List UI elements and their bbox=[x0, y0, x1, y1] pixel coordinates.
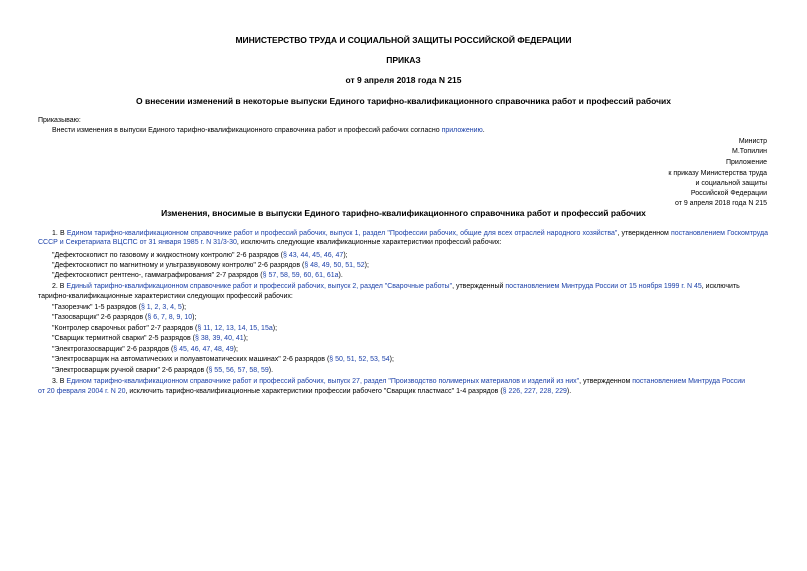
paragraph-link[interactable]: § 50, 51, 52, 53, 54 bbox=[329, 356, 390, 363]
item-1-prefix: 1. В bbox=[52, 230, 67, 237]
list-item: "Электрогазосварщик" 2-6 разрядов (§ 45, 46, 47, 48, 49); bbox=[52, 346, 238, 353]
item-3-link-resolution-a[interactable]: постановлением Минтруда России bbox=[632, 378, 746, 385]
annex-title: Изменения, вносимые в выпуски Единого тарифно-квалификационного справочника работ и профессий рабочих bbox=[161, 208, 646, 218]
paragraph-link[interactable]: § 48, 49, 50, 51, 52 bbox=[304, 262, 365, 269]
list-item: "Дефектоскопист рентгено-, гаммаграфирования" 2-7 разрядов (§ 57, 58, 59, 60, 61, 61а). bbox=[52, 272, 343, 279]
item-3-line-1 bbox=[52, 377, 745, 386]
item-3-line-2 bbox=[38, 387, 571, 396]
item-3-suffix: , исключить тарифно-квалификационные характеристики профессии рабочего "Сварщик пластмасс" 1-4 разрядов ( bbox=[125, 388, 503, 395]
list-item: "Электросварщик на автоматических и полуавтоматических машинах" 2-6 разрядов (§ 50, 51, 52, 53, 54); bbox=[52, 356, 394, 363]
list-item: "Газорезчик" 1-5 разрядов (§ 1, 2, 3, 4, 5); bbox=[52, 304, 187, 311]
item-1-link-catalog[interactable]: Едином тарифно-квалификационном справочнике работ и профессий рабочих, выпуск 1, раздел "Профессии рабочих, общие для всех отраслей народного хозяйства" bbox=[66, 230, 618, 237]
paragraph-link[interactable]: § 55, 56, 57, 58, 59 bbox=[208, 367, 269, 374]
item-1-suffix: , исключить следующие квалификационные характеристики профессий рабочих: bbox=[236, 239, 502, 247]
item-2-link-catalog[interactable]: Единый тарифно-квалификационном справочнике работ и профессий рабочих, выпуск 2, раздел "Сварочные работы" bbox=[66, 283, 453, 290]
order-text-after: . bbox=[482, 127, 485, 134]
paragraph-link[interactable]: § 11, 12, 13, 14, 15, 15а bbox=[197, 325, 273, 332]
paragraph-link[interactable]: § 43, 44, 45, 46, 47 bbox=[282, 252, 344, 259]
annex-link[interactable]: приложению bbox=[441, 127, 483, 134]
order-text bbox=[52, 126, 485, 135]
item-2-line-2: тарифно-квалификационные характеристики следующих профессий рабочих: bbox=[38, 293, 293, 300]
annex-ref-line-4: от 9 апреля 2018 года N 215 bbox=[674, 200, 767, 207]
item-1-link-resolution[interactable]: постановлением Госкомтруда СССР и Секретариата ВЦСПС от 31 января 1985 г. N 31/3-30 bbox=[38, 230, 768, 247]
item-1-paragraph bbox=[38, 229, 768, 247]
list-item: "Электросварщик ручной сварки" 2-6 разрядов (§ 55, 56, 57, 58, 59). bbox=[52, 367, 274, 374]
annex-ref-line-3: Российской Федерации bbox=[690, 190, 767, 197]
item-1-mid: , утвержденном bbox=[617, 230, 671, 237]
paragraph-link[interactable]: § 226, 227, 228, 229 bbox=[502, 388, 567, 395]
ministry-heading: МИНИСТЕРСТВО ТРУДА И СОЦИАЛЬНОЙ ЗАЩИТЫ РОССИЙСКОЙ ФЕДЕРАЦИИ bbox=[235, 35, 572, 45]
subject-heading: О внесении изменений в некоторые выпуски Единого тарифно-квалификационного справочника работ и профессий рабочих bbox=[136, 96, 671, 106]
prikazyvayu-label: Приказываю: bbox=[38, 117, 81, 124]
list-item: "Дефектоскопист по газовому и жидкостному контролю" 2-6 разрядов (§ 43, 44, 45, 46, 47); bbox=[52, 252, 348, 259]
list-item: "Сварщик термитной сварки" 2-5 разрядов (§ 38, 39, 40, 41); bbox=[52, 335, 248, 342]
item-2-mid: , утвержденный bbox=[452, 283, 506, 290]
item-3-link-resolution-b[interactable]: от 20 февраля 2004 г. N 20 bbox=[38, 388, 126, 395]
item-2-prefix: 2. В bbox=[52, 283, 67, 290]
item-3-prefix: 3. В bbox=[52, 378, 67, 385]
doc-type-heading: ПРИКАЗ bbox=[386, 55, 421, 65]
annex-ref-line-1: к приказу Министерства труда bbox=[668, 170, 767, 177]
paragraph-link[interactable]: § 57, 58, 59, 60, 61, 61а bbox=[262, 272, 339, 279]
paragraph-link[interactable]: § 38, 39, 40, 41 bbox=[194, 335, 244, 342]
list-item: "Контролер сварочных работ" 2-7 разрядов (§ 11, 12, 13, 14, 15, 15а); bbox=[52, 325, 278, 332]
item-2-line-1 bbox=[52, 282, 740, 291]
paragraph-link[interactable]: § 1, 2, 3, 4, 5 bbox=[140, 304, 182, 311]
date-number-heading: от 9 апреля 2018 года N 215 bbox=[345, 75, 462, 85]
item-2-link-resolution[interactable]: постановлением Минтруда России от 15 ноября 1999 г. N 45 bbox=[505, 283, 702, 290]
paragraph-link[interactable]: § 45, 46, 47, 48, 49 bbox=[173, 346, 234, 353]
signature-position: Министр bbox=[738, 138, 767, 145]
item-3-end: ). bbox=[566, 388, 572, 395]
signature-name: М.Топилин bbox=[732, 148, 767, 155]
list-item: "Газосварщик" 2-6 разрядов (§ 6, 7, 8, 9, 10); bbox=[52, 314, 197, 321]
annex-ref-line-2: и социальной защиты bbox=[695, 180, 767, 187]
item-3-mid: , утвержденном bbox=[579, 378, 633, 385]
paragraph-link[interactable]: § 6, 7, 8, 9, 10 bbox=[147, 314, 193, 321]
list-item: "Дефектоскопист по магнитному и ультразвуковому контролю" 2-6 разрядов (§ 48, 49, 50, 51, 52); bbox=[52, 262, 369, 269]
order-text-before: Внести изменения в выпуски Единого тарифно-квалификационного справочника работ и профессий рабочих согласно bbox=[52, 127, 442, 134]
item-2-suffix-1: , исключить bbox=[701, 283, 740, 290]
item-3-link-catalog[interactable]: Едином тарифно-квалификационном справочнике работ и профессий рабочих, выпуск 27, раздел "Производство полимерных материалов и изделий из них" bbox=[66, 378, 580, 385]
annex-label: Приложение bbox=[725, 159, 767, 166]
